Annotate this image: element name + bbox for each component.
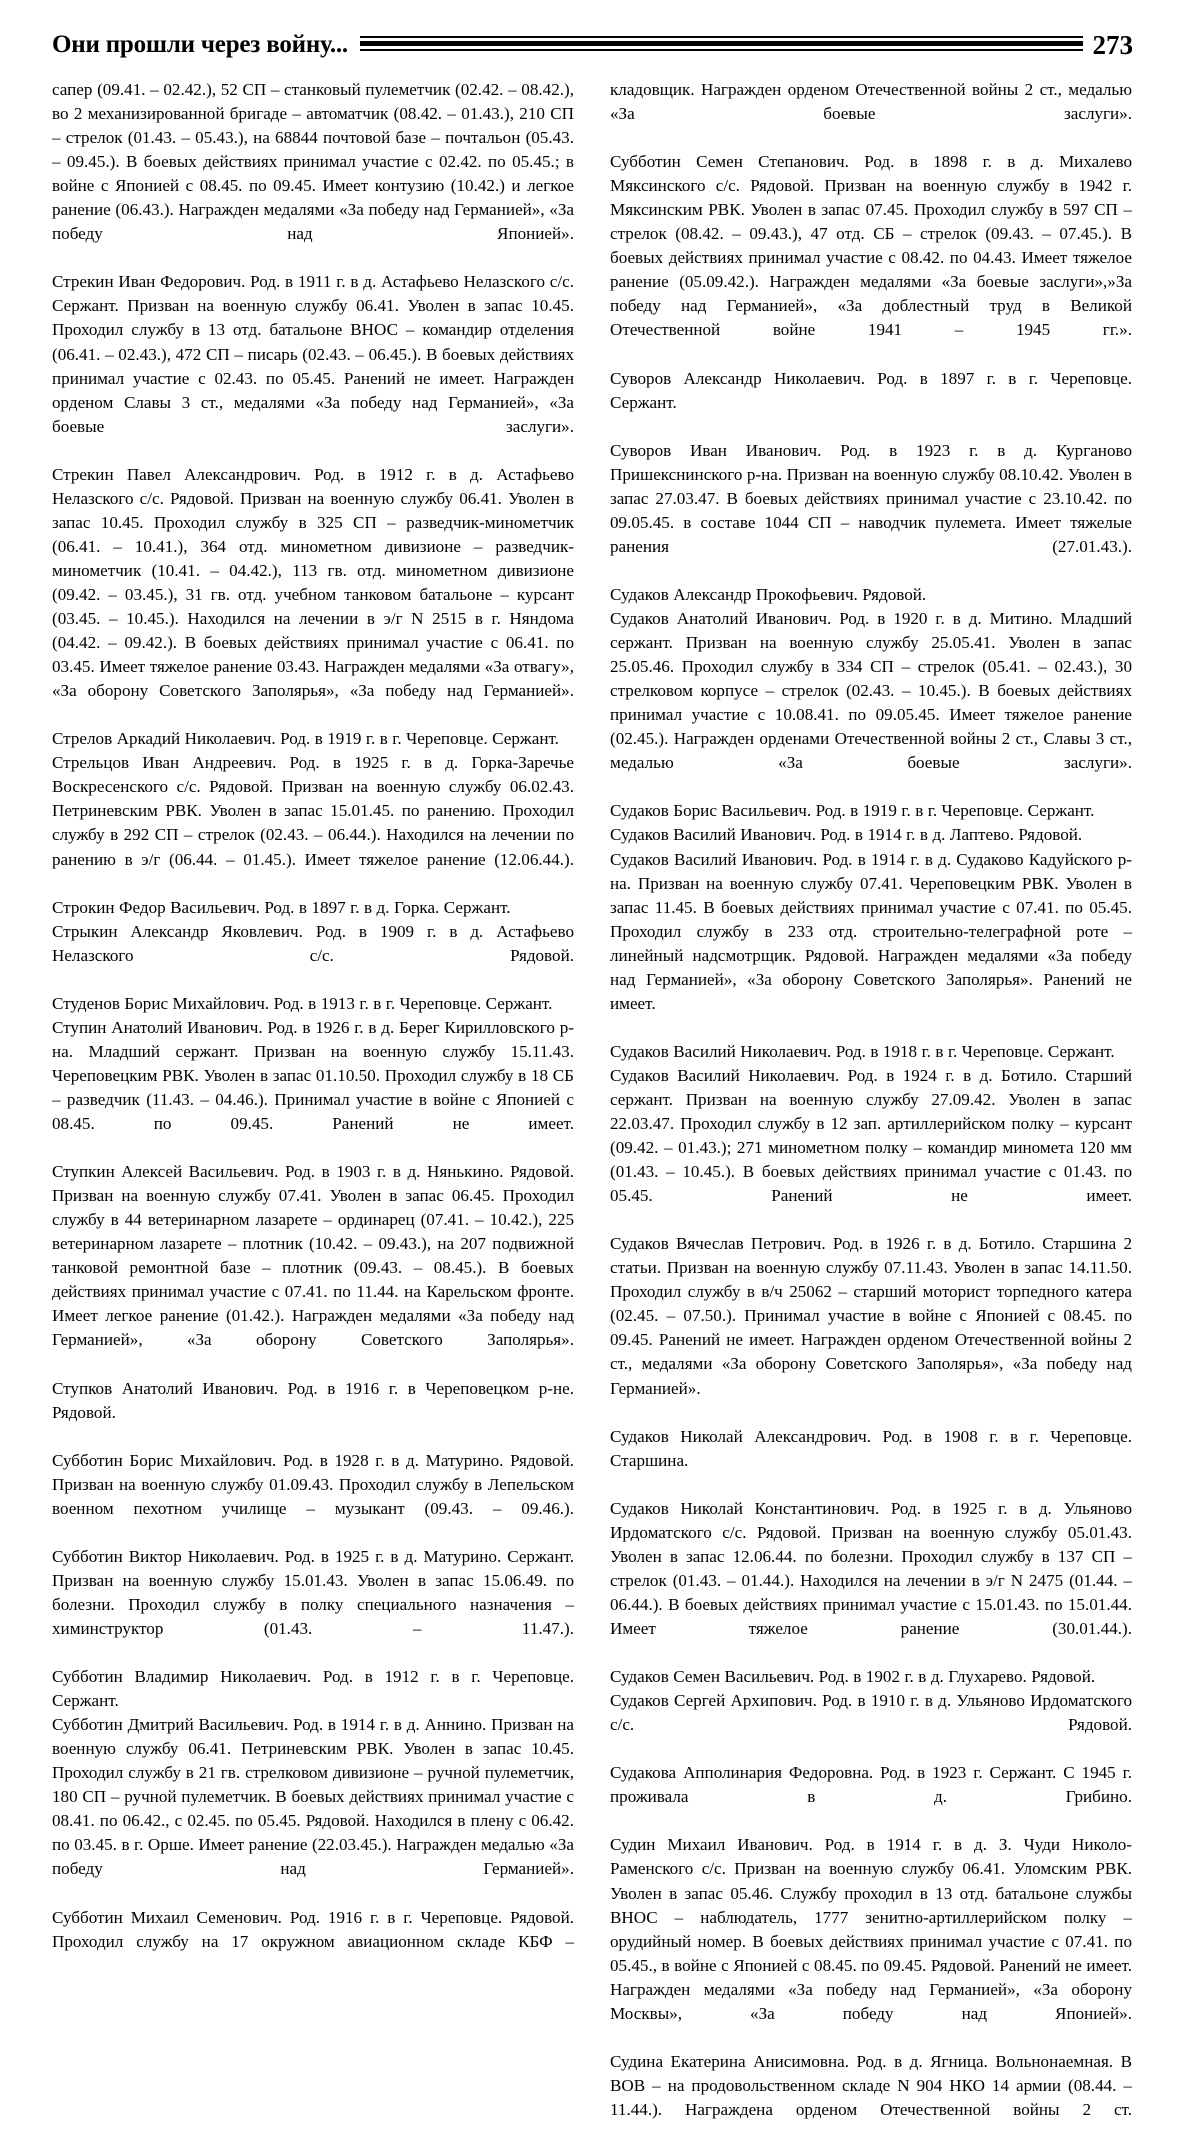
running-head-title: Они прошли через войну... — [52, 31, 348, 58]
entry-paragraph: Стрекин Павел Александрович. Род. в 1912 г. в д. Астафьево Нелазского с/с. Рядовой. Призван на военную службу 06.41. Уволен в запас 10.45. Проходил службу в 325 СП – разведчик-минометчик (06.41. – 10.41.), 364 отд. минометном дивизионе – разведчик-минометчик (10.41. – 04.42.), 113 гв. отд. минометном дивизионе (09.42. – 03.45.), 31 гв. отд. учебном танковом батальоне – курсант (03.45. – 10.45.). Находился на лечении в э/г N 2515 в г. Няндома (04.42. – 09.42.). В боевых действиях принимал участие с 06.41. по 03.45. Имеет тяжелое ранение 03.43. Награжден медалями «За отвагу», «За оборону Советского Заполярья», «За победу над Германией». — [52, 464, 574, 701]
entry-paragraph: Ступкин Алексей Васильевич. Род. в 1903 г. в д. Нянькино. Рядовой. Призван на военную службу 07.41. Уволен в запас 06.45. Проходил службу в 44 ветеринарном лазарете – ординарец (07.41. – 10.42.), 225 ветеринарном лазарете – плотник (10.42. – 09.43.), на 207 подвижной танковой ремонтной базе – плотник (09.43. – 08.45.). В боевых действиях принимал участие с 07.41. по 11.44. на Карельском фронте. Имеет легкое ранение (01.42.). Награжден медалями «За победу над Германией», «За оборону Советского Заполярья». — [52, 1162, 574, 1350]
entry-paragraph: Суворов Иван Иванович. Род. в 1923 г. в д. Курганово Пришекснинского р-на. Призван на военную службу 08.10.42. Уволен в запас 27.03.47. В боевых действиях принимал участие с 23.10.42. по 09.05.45. в составе 1044 СП – наводчик пулемета. Имеет тяжелые ранения (27.01.43.). — [610, 440, 1132, 556]
entry-paragraph: Судаков Вячеслав Петрович. Род. в 1926 г. в д. Ботило. Старшина 2 статьи. Призван на военную службу 07.11.43. Уволен в запас 14.11.50. Проходил службу в в/ч 25062 – старший моторист торпедного катера (02.45. – 07.50.). Принимал участие в войне с Японией с 08.45. по 09.45. Ранений не имеет. Награжден орденом Отечественной войны 2 ст., медалями «За оборону Советского Заполярья», «За победу над Германией». — [610, 1234, 1132, 1398]
entry-paragraph: Судаков Сергей Архипович. Род. в 1910 г. в д. Ульяново Ирдоматского с/с. Рядовой. — [610, 1691, 1132, 1735]
entry-paragraph: Судин Михаил Иванович. Род. в 1914 г. в д. З. Чуди Николо-Раменского с/с. Призван на военную службу 06.41. Уломским РВК. Уволен в запас 05.46. Службу проходил в 13 отд. батальоне службы ВНОС – наблюдатель, 1777 зенитно-артиллерийском полку – орудийный номер. В боевых действиях принимал участие с 07.41. по 05.45., в войне с Японией с 08.45. по 09.45. Рядовой. Ранений не имеет. Награжден медалями «За победу над Германией», «За оборону Москвы», «За победу над Японией». — [610, 1835, 1132, 2023]
entry-paragraph: Субботин Владимир Николаевич. Род. в 1912 г. в г. Череповце. Сержант. — [52, 1667, 574, 1711]
entry-paragraph: Ступков Анатолий Иванович. Род. в 1916 г. в Череповецком р-не. Рядовой. — [52, 1378, 574, 1422]
entry-paragraph: Судакова Апполинария Федоровна. Род. в 1923 г. Сержант. С 1945 г. проживала в д. Грибино. — [610, 1763, 1132, 1807]
entry-paragraph: Судаков Александр Прокофьевич. Рядовой. — [610, 584, 927, 604]
page-number: 273 — [1092, 30, 1133, 60]
entry-paragraph: Стрелов Аркадий Николаевич. Род. в 1919 г. в г. Череповце. Сержант. — [52, 729, 559, 749]
entry-paragraph: Судаков Анатолий Иванович. Род. в 1920 г. в д. Митино. Младший сержант. Призван на военную службу 25.05.41. Уволен в запас 25.05.46. Проходил службу в 334 СП – стрелок (05.41. – 02.43.), 30 стрелковом корпусе – стрелок (02.43. – 10.45.). В боевых действиях принимал участие с 10.08.41. по 09.05.45. Имеет тяжелое ранение (02.45.). Награжден орденами Отечественной войны 2 ст., Славы 3 ст., медалью «За боевые заслуги». — [610, 609, 1132, 773]
entry-paragraph: Стрыкин Александр Яковлевич. Род. в 1909 г. в д. Астафьево Нелазского с/с. Рядовой. — [52, 921, 574, 965]
entry-paragraph: Судаков Николай Александрович. Род. в 1908 г. в г. Череповце. Старшина. — [610, 1426, 1132, 1470]
entry-paragraph: Судаков Василий Иванович. Род. в 1914 г. в д. Лаптево. Рядовой. — [610, 825, 1083, 845]
entry-paragraph: кладовщик. Награжден орденом Отечественной войны 2 ст., медалью «За боевые заслуги». — [610, 80, 1132, 124]
entry-paragraph: Субботин Борис Михайлович. Род. в 1928 г. в д. Матурино. Рядовой. Призван на военную службу 01.09.43. Проходил службу в Лепельском военном пехотном училище – музыкант (09.43. – 09.46.). — [52, 1450, 574, 1518]
entry-paragraph: Судаков Василий Иванович. Род. в 1914 г. в д. Судаково Кадуйского р-на. Призван на военную службу 07.41. Череповецким РВК. Уволен в запас 11.45. В боевых действиях принимал участие с 07.41. по 05.45. Проходил службу в 233 отд. строительно-телеграфной роте – линейный надсмотрщик. Рядовой. Награжден медалями «За победу над Германией», «За оборону Советского Заполярья». Ранений не имеет. — [610, 849, 1132, 1013]
entry-paragraph: Субботин Виктор Николаевич. Род. в 1925 г. в д. Матурино. Сержант. Призван на военную службу 15.01.43. Уволен в запас 15.06.49. по болезни. Проходил службу в полку специального назначения – химинструктор (01.43. – 11.47.). — [52, 1546, 574, 1638]
entry-paragraph: Судаков Семен Васильевич. Род. в 1902 г. в д. Глухарево. Рядовой. — [610, 1667, 1096, 1687]
entry-paragraph: Судаков Василий Николаевич. Род. в 1924 г. в д. Ботило. Старший сержант. Призван на военную службу 27.09.42. Уволен в запас 22.03.47. Проходил службу в 12 зап. артиллерийском полку – курсант (09.42. – 01.43.); 271 минометном полку – командир миномета 120 мм (01.43. – 10.45.). В боевых действиях принимал участие с 01.43. по 05.45. Ранений не имеет. — [610, 1065, 1132, 1206]
column-left — [52, 78, 574, 1951]
entry-paragraph: Судаков Василий Николаевич. Род. в 1918 г. в г. Череповце. Сержант. — [610, 1041, 1115, 1061]
entry-paragraph: сапер (09.41. – 02.42.), 52 СП – станковый пулеметчик (02.42. – 08.42.), во 2 механизированной бригаде – автоматчик (08.42. – 01.43.), 210 СП – стрелок (01.43. – 05.43.), на 68844 почтовой базе – почтальон (05.43. – 09.45.). В боевых действиях принимал участие с 02.42. по 05.45.; в войне с Японией с 08.45. по 09.45. Имеет контузию (10.42.) и легкое ранение (06.43.). Награжден медалями «За победу над Германией», «За победу над Японией». — [52, 80, 574, 244]
entry-paragraph: Студенов Борис Михайлович. Род. в 1913 г. в г. Череповце. Сержант. — [52, 993, 553, 1013]
entry-paragraph: Судаков Николай Константинович. Род. в 1925 г. в д. Ульяново Ирдоматского с/с. Рядовой. Призван на военную службу 05.01.43. Уволен в запас 12.06.44. по болезни. Проходил службу в 137 СП – стрелок (01.43. – 01.44.). Находился на лечении в э/г N 2475 (01.44. – 06.44.). В боевых действиях принимал участие с 15.01.43. по 15.01.44. Имеет тяжелое ранение (30.01.44.). — [610, 1498, 1132, 1638]
entry-paragraph: Судаков Борис Васильевич. Род. в 1919 г. в г. Череповце. Сержант. — [610, 801, 1095, 821]
entry-paragraph: Строкин Федор Васильевич. Род. в 1897 г. в д. Горка. Сержант. — [52, 897, 511, 917]
entry-paragraph: Ступин Анатолий Иванович. Род. в 1926 г. в д. Берег Кирилловского р-на. Младший сержант. Призван на военную службу 15.11.43. Череповецким РВК. Уволен в запас 01.10.50. Проходил службу в 18 СБ – разведчик (11.43. – 04.46.). Принимал участие в войне с Японией с 08.45. по 09.45. Ранений не имеет. — [52, 1017, 574, 1134]
entry-paragraph: Субботин Михаил Семенович. Род. 1916 г. в г. Череповце. Рядовой. Проходил службу на 17 окружном авиационном складе КБФ – — [52, 1907, 574, 1951]
entry-paragraph: Судина Екатерина Анисимовна. Род. в д. Ягница. Вольнонаемная. В ВОВ – на продовольственном складе N 904 НКО 14 армии (08.44. – 11.44.). Награждена орденом Отечественной войны 2 ст. — [610, 2051, 1132, 2119]
running-head — [52, 22, 1133, 68]
entry-paragraph: Субботин Семен Степанович. Род. в 1898 г. в д. Михалево Мяксинского с/с. Рядовой. Призван на военную службу в 1942 г. Мяксинским РВК. Уволен в запас 07.45. Проходил службу в 597 СП – стрелок (08.42. – 09.43.), 47 отд. СБ – стрелок (09.43. – 07.45.). В боевых действиях принимал участие с 08.42. по 04.43. Имеет тяжелое ранение (05.09.42.). Награжден медалями «За боевые заслуги»,»За победу над Германией», «За доблестный труд в Великой Отечественной войне 1941 – 1945 гг.». — [610, 152, 1132, 340]
entry-paragraph: Стрельцов Иван Андреевич. Род. в 1925 г. в д. Горка-Заречье Воскресенского с/с. Рядовой. Призван на военную службу 06.02.43. Петриневским РВК. Уволен в запас 15.01.45. по ранению. Проходил службу в 292 СП – стрелок (02.43. – 06.44.). Находился на лечении по ранению в э/г (06.44. – 01.45.). Имеет тяжелое ранение (12.06.44.). — [52, 753, 574, 869]
entry-paragraph: Субботин Дмитрий Васильевич. Род. в 1914 г. в д. Аннино. Призван на военную службу 06.41. Петриневским РВК. Уволен в запас 10.45. Проходил службу в 21 гв. стрелковом дивизионе – ручной пулеметчик, 180 СП – ручной пулеметчик. В боевых действиях принимал участие с 08.41. по 06.42., с 02.45. по 05.45. Рядовой. Находился в плену с 06.42. по 03.45. в г. Орше. Имеет ранение (22.03.45.). Награжден медалью «За победу над Германией». — [52, 1715, 574, 1879]
triple-rule-divider-icon — [360, 34, 1083, 56]
column-right — [610, 78, 1132, 2119]
entry-paragraph: Стрекин Иван Федорович. Род. в 1911 г. в д. Астафьево Нелазского с/с. Сержант. Призван на военную службу 06.41. Уволен в запас 10.45. Проходил службу в 13 отд. батальоне ВНОС – командир отделения (06.41. – 02.43.), 472 СП – писарь (02.43. – 06.45.). В боевых действиях принимал участие с 02.43. по 05.45. Ранений не имеет. Награжден орденом Славы 3 ст., медалями «За победу над Германией», «За боевые заслуги». — [52, 272, 574, 436]
text-body — [52, 78, 1133, 2119]
entry-paragraph: Суворов Александр Николаевич. Род. в 1897 г. в г. Череповце. Сержант. — [610, 368, 1132, 412]
